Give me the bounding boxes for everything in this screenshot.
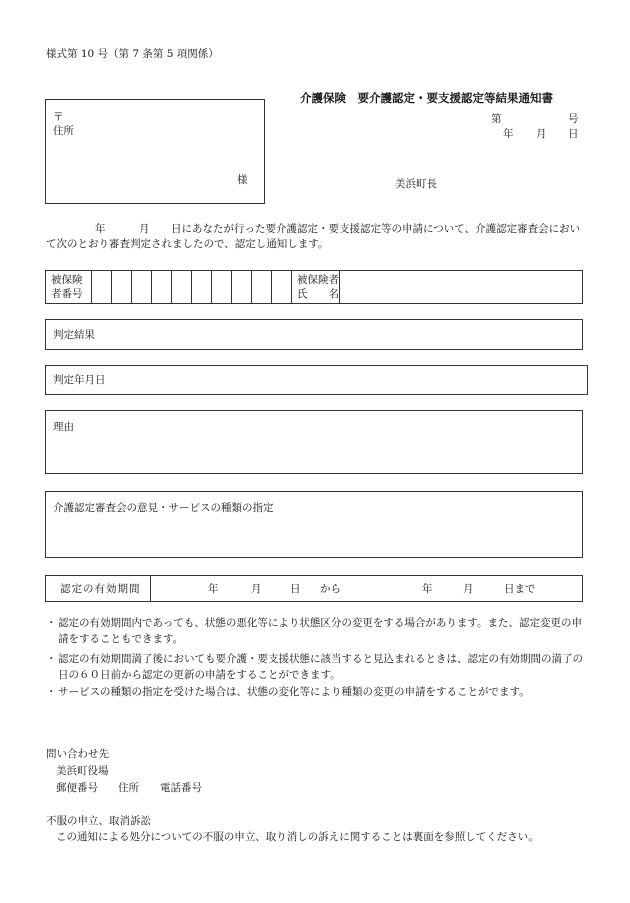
result-label: 判定結果 [53, 329, 95, 341]
insured-number-cell[interactable] [152, 271, 172, 304]
reason-box[interactable] [45, 410, 583, 474]
contact-heading: 問い合わせ先 [46, 748, 109, 760]
validity-from-month: 月 [251, 583, 262, 595]
address-block [45, 99, 265, 204]
insured-number-cell[interactable] [272, 271, 292, 304]
appeal-heading: 不服の申立、取消訴訟 [46, 815, 151, 827]
insured-number-cell[interactable] [192, 271, 212, 304]
appeal-text: この通知による処分についての不服の申立、取り消しの訴えに関することは裏面を参照してください。 [56, 831, 539, 843]
honorific: 様 [237, 174, 248, 186]
intro-line2: て次のとおり審査判定されましたので、認定し通知します。 [46, 238, 329, 250]
contact-office: 美浜町役場 [56, 765, 109, 777]
date-year: 年 [503, 128, 514, 140]
opinion-box[interactable] [45, 491, 583, 558]
result-box[interactable] [45, 319, 583, 350]
insured-number-label: 被保険 者番号 [46, 271, 92, 304]
judgment-date-box[interactable] [45, 365, 588, 395]
insured-number-cell[interactable] [172, 271, 192, 304]
contact-address: 住所 [118, 782, 139, 794]
note-item: ・ 認定の有効期間満了後においても要介護・要支援状態に該当すると見込まれるときは、認定の有効期間の満了の日の６０日前から認定の更新の申請をすることができます。 [46, 653, 583, 681]
intro-month: 月 [139, 223, 150, 235]
date-month: 月 [536, 128, 547, 140]
doc-number-go: 号 [568, 113, 579, 125]
insured-number-cell[interactable] [132, 271, 152, 304]
reason-label: 理由 [53, 421, 74, 433]
doc-number-dai: 第 [491, 113, 502, 125]
document-title: 介護保険 要介護認定・要支援認定等結果通知書 [300, 91, 553, 105]
insured-number-cell[interactable] [92, 271, 112, 304]
insured-name-field[interactable] [340, 271, 583, 304]
issuer: 美浜町長 [395, 178, 437, 190]
form-number: 様式第 10 号（第 7 条第 5 項関係） [46, 48, 219, 60]
insured-name-label: 被保険者 氏 名 [292, 271, 340, 304]
insured-number-cell[interactable] [252, 271, 272, 304]
validity-from-year: 年 [208, 583, 219, 595]
intro-year: 年 [95, 223, 106, 235]
contact-postal: 郵便番号 [56, 782, 98, 794]
validity-to-year: 年 [422, 583, 433, 595]
validity-box [45, 575, 583, 602]
address-label: 住所 [53, 125, 74, 137]
contact-phone: 電話番号 [160, 782, 202, 794]
validity-from-day: 日 [290, 583, 301, 595]
intro-line1: 日にあなたが行った要介護認定・要支援認定等の申請について、介護認定審査会におい [171, 223, 581, 235]
insured-number-cell[interactable] [232, 271, 252, 304]
insured-number-cell[interactable] [212, 271, 232, 304]
validity-to-month: 月 [463, 583, 474, 595]
note-item: ・ サービスの種類の指定を受けた場合は、状態の変化等により種類の変更の申請をすることがでます。 [46, 686, 530, 698]
insured-table [45, 270, 583, 304]
postal-mark: 〒 [53, 111, 64, 123]
date-day: 日 [568, 128, 579, 140]
validity-label: 認定の有効期間 [60, 583, 141, 595]
note-item: ・ 認定の有効期間内であっても、状態の悪化等により状態区分の変更をする場合があります。また、認定変更の申請をすることもできます。 [46, 617, 583, 645]
validity-to-day: 日まで [504, 583, 536, 595]
insured-number-cell[interactable] [112, 271, 132, 304]
judgment-date-label: 判定年月日 [53, 374, 106, 386]
opinion-label: 介護認定審査会の意見・サービスの種類の指定 [53, 502, 274, 514]
validity-from: から [320, 583, 341, 595]
